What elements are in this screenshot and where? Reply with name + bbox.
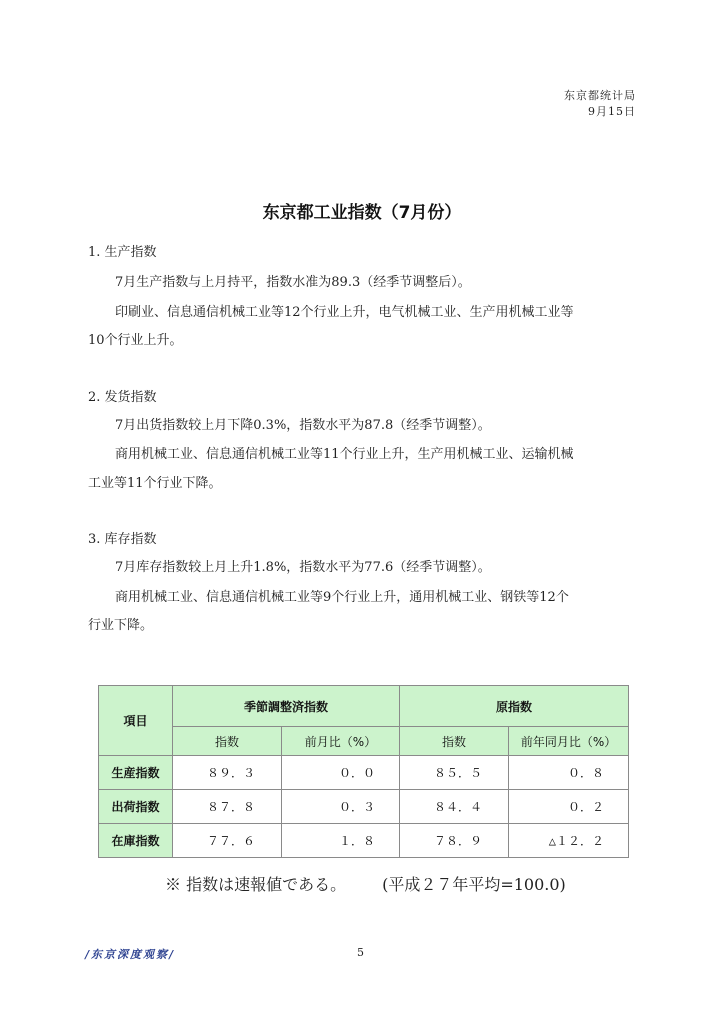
cell-mom: １．８ xyxy=(282,824,400,858)
row-label: 出荷指数 xyxy=(99,790,173,824)
header-agency: 东京都统计局 xyxy=(564,89,636,102)
section-1-heading: 1. 生产指数 xyxy=(88,245,157,260)
header-date: 9月15日 xyxy=(588,105,636,118)
cell-raw-index: ８５．５ xyxy=(400,756,509,790)
cell-sa-index: ８９．３ xyxy=(173,756,282,790)
cell-yoy: ０．２ xyxy=(509,790,629,824)
cell-sa-index: ７７．６ xyxy=(173,824,282,858)
section-2-line-2b: 工业等11个行业下降。 xyxy=(88,476,222,491)
section-1-line-2b: 10个行业上升。 xyxy=(88,333,183,348)
section-2-heading: 2. 发货指数 xyxy=(88,390,157,405)
section-3-line-2a: 商用机械工业、信息通信机械工业等9个行业上升，通用机械工业、钢铁等12个 xyxy=(115,590,569,605)
cell-mom: ０．３ xyxy=(282,790,400,824)
table-header-raw: 原指数 xyxy=(400,686,629,727)
section-3-heading: 3. 库存指数 xyxy=(88,532,157,547)
table-row xyxy=(99,790,629,824)
table-row xyxy=(99,756,629,790)
footer-logo: /东京深度观察/ xyxy=(85,948,176,961)
cell-mom: ０．０ xyxy=(282,756,400,790)
table-header-item: 項目 xyxy=(99,686,173,756)
note-base-year: (平成２７年平均=100.0) xyxy=(382,875,566,894)
table-subheader-yoy: 前年同月比（%） xyxy=(509,727,629,756)
page-number: 5 xyxy=(357,946,364,959)
row-label: 在庫指数 xyxy=(99,824,173,858)
row-label: 生産指数 xyxy=(99,756,173,790)
note-preliminary: ※ 指数は速報値である。 xyxy=(165,875,347,894)
table-subheader-sa-index: 指数 xyxy=(173,727,282,756)
table-subheader-raw-index: 指数 xyxy=(400,727,509,756)
cell-sa-index: ８７．８ xyxy=(173,790,282,824)
table-row xyxy=(99,824,629,858)
section-3-line-1: 7月库存指数较上月上升1.8%，指数水平为77.6（经季节调整）。 xyxy=(115,560,491,575)
section-1-line-1: 7月生产指数与上月持平，指数水准为89.3（经季节调整后）。 xyxy=(115,275,471,290)
cell-yoy: ０．８ xyxy=(509,756,629,790)
section-2-line-1: 7月出货指数较上月下降0.3%，指数水平为87.8（经季节调整）。 xyxy=(115,418,491,433)
page-title: 东京都工业指数（7月份） xyxy=(262,203,462,223)
cell-raw-index: ８４．４ xyxy=(400,790,509,824)
section-2-line-2a: 商用机械工业、信息通信机械工业等11个行业上升，生产用机械工业、运输机械 xyxy=(115,447,574,462)
table-note xyxy=(165,872,566,895)
table-header-seasonally-adjusted: 季節調整済指数 xyxy=(173,686,400,727)
cell-raw-index: ７８．９ xyxy=(400,824,509,858)
section-3-line-2b: 行业下降。 xyxy=(88,618,154,633)
cell-yoy: △１２．２ xyxy=(509,824,629,858)
index-table xyxy=(98,685,629,858)
section-1-line-2a: 印刷业、信息通信机械工业等12个行业上升，电气机械工业、生产用机械工业等 xyxy=(115,305,574,320)
table-subheader-mom: 前月比（%） xyxy=(282,727,400,756)
